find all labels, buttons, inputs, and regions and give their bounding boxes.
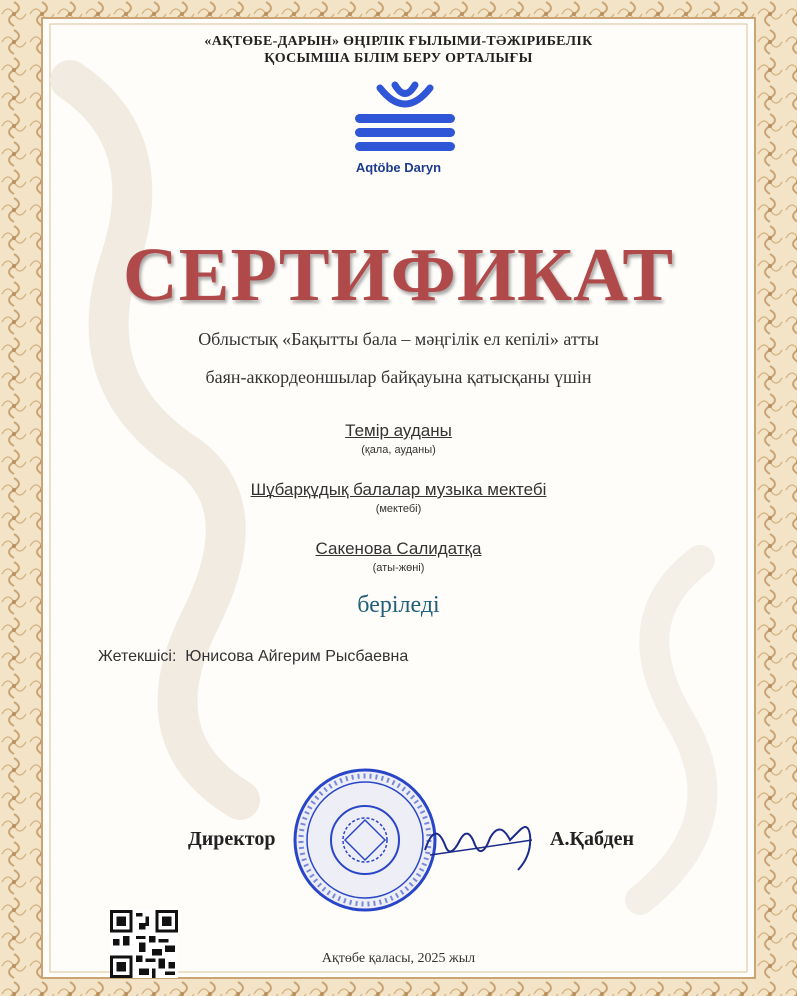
awarded-text: беріледі [357,592,440,618]
leader-name: Юнисова Айгерим Рысбаевна [185,648,409,665]
logo-text: Aqtöbe Daryn [355,160,442,175]
organization-line-1: «АҚТӨБЕ-ДАРЫН» ӨҢІРЛІК ҒЫЛЫМИ-ТӘЖІРИБЕЛІК [204,34,593,49]
certificate-title: СЕРТИФИКАТ [122,233,675,317]
director-label: Директор [188,828,276,850]
district-caption: (қала, ауданы) [361,444,436,456]
organization-line-2: ҚОСЫМША БІЛІМ БЕРУ ОРТАЛЫҒЫ [264,51,533,66]
official-stamp [290,765,440,915]
director-name: А.Қабден [550,828,634,850]
recipient-name: Сакенова Салидатқа [315,539,482,558]
leader-label: Жетекшісі: [98,648,177,665]
qr-code[interactable] [110,910,178,978]
director-signature [420,810,540,880]
school-caption: (мектебі) [375,503,422,515]
description-line-1: Облыстық «Бақытты бала – мәңгілік ел кепілі» атты [198,329,599,349]
footer-city-year: Ақтөбе қаласы, 2025 жыл [321,951,476,966]
name-caption: (аты-жөні) [372,562,425,574]
leader-line [98,648,408,666]
description-line-2: баян-аккордеоншылар байқауына қатысқаны үшін [205,367,592,387]
district-field: Темір ауданы [345,421,452,440]
school-field: Шұбарқұдық балалар музыка мектебі [250,480,547,499]
